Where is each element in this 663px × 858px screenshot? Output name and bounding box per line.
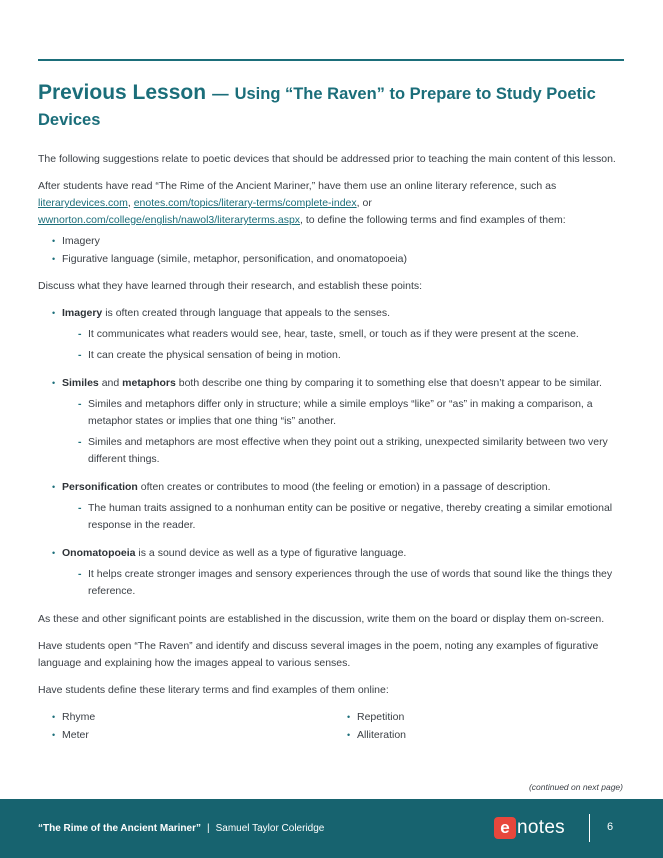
- sub-item: - Similes and metaphors differ only in structure; while a simile employs “like” or “as” in making a comparison, a metaphor states or implies that one thing “is” another.: [62, 396, 628, 430]
- continued-note: (continued on next page): [528, 782, 623, 792]
- list-item: • Rhyme: [38, 709, 333, 726]
- research-text-2: , to define the following terms and find examples of them:: [300, 214, 566, 226]
- terms-right-list: [333, 709, 628, 745]
- page-number: 6: [607, 821, 614, 833]
- enotes-logo: [494, 816, 565, 840]
- terms-left-list: [38, 709, 333, 745]
- sub-item: - Similes and metaphors are most effective when they point out a striking, unexpected similarity between two very different things.: [62, 434, 628, 468]
- point-text: is often created through language that appeals to the senses.: [102, 307, 391, 319]
- sub-list: [62, 500, 628, 534]
- board-paragraph: As these and other significant points are established in the discussion, write them on the board or display them on-screen.: [38, 613, 605, 625]
- point-personification: [38, 479, 628, 534]
- research-term-list: [38, 233, 628, 268]
- point-onomatopoeia: [38, 545, 628, 600]
- raven-paragraph: Have students open “The Raven” and identify and discuss several images in the poem, noting any examples of figurative language and explaining how the images appeal to various senses.: [38, 640, 599, 669]
- link-enotes-terms[interactable]: enotes.com/topics/literary-terms/complete-index: [133, 197, 357, 209]
- research-sep-2: , or: [356, 197, 372, 209]
- term-personification: Personification: [62, 481, 138, 493]
- footer-title: “The Rime of the Ancient Mariner”: [38, 823, 201, 834]
- point-text: is a sound device as well as a type of figurative language.: [135, 547, 407, 559]
- footer-divider: [589, 814, 590, 842]
- sub-item: - The human traits assigned to a nonhuman entity can be positive or negative, thereby creating a similar emotional response in the reader.: [62, 500, 628, 534]
- point-joiner: and: [98, 377, 123, 389]
- link-wwnorton[interactable]: wwnorton.com/college/english/nawol3/literaryterms.aspx: [38, 214, 301, 226]
- enotes-wordmark: notes: [517, 817, 565, 838]
- footer-citation: [38, 823, 324, 834]
- intro-paragraph: The following suggestions relate to poetic devices that should be addressed prior to teaching the main content of this lesson.: [38, 153, 616, 165]
- list-item: • Alliteration: [333, 727, 628, 744]
- page-footer: [0, 799, 663, 858]
- enotes-e-icon: e: [494, 817, 516, 839]
- define-paragraph: Have students define these literary terms and find examples of them online:: [38, 684, 389, 696]
- sub-list: [62, 566, 628, 600]
- list-item: • Figurative language (simile, metaphor, personification, and onomatopoeia): [38, 251, 628, 268]
- point-imagery: [38, 305, 628, 364]
- sub-list: [62, 396, 628, 468]
- research-text-1: After students have read “The Rime of the Ancient Mariner,” have them use an online literary reference, such as: [38, 180, 557, 192]
- point-text: both describe one thing by comparing it to something else that doesn’t appear to be similar.: [175, 377, 602, 389]
- term-metaphors: metaphors: [122, 377, 176, 389]
- term-similes: Similes: [62, 377, 99, 389]
- point-text: often creates or contributes to mood (the feeling or emotion) in a passage of description.: [137, 481, 551, 493]
- points-list: [38, 305, 628, 600]
- list-item: • Imagery: [38, 233, 628, 250]
- section-heading: [38, 80, 628, 133]
- sub-item: - It communicates what readers would see, hear, taste, smell, or touch as if they were present at the scene.: [62, 326, 628, 343]
- footer-separator: |: [206, 823, 210, 834]
- research-paragraph: [38, 178, 628, 229]
- term-onomatopoeia: Onomatopoeia: [62, 547, 136, 559]
- list-item: • Meter: [38, 727, 333, 744]
- list-item: • Repetition: [333, 709, 628, 726]
- heading-dash: —: [212, 85, 229, 103]
- sub-list: [62, 326, 628, 364]
- page-content: [38, 80, 628, 755]
- sub-item: - It helps create stronger images and sensory experiences through the use of words that sound like the things they reference.: [62, 566, 628, 600]
- link-literarydevices[interactable]: literarydevices.com: [38, 197, 128, 209]
- footer-author: Samuel Taylor Coleridge: [215, 823, 325, 834]
- terms-columns: [38, 709, 628, 755]
- heading-title: Using “The Raven” to Prepare to Study Poetic Devices: [38, 85, 596, 129]
- sub-item: - It can create the physical sensation of being in motion.: [62, 347, 628, 364]
- term-imagery: Imagery: [62, 307, 103, 319]
- discuss-paragraph: Discuss what they have learned through their research, and establish these points:: [38, 280, 423, 292]
- point-similes-metaphors: [38, 375, 628, 468]
- header-rule: [38, 59, 624, 61]
- research-sep-1: ,: [127, 197, 134, 209]
- heading-label: Previous Lesson: [38, 81, 207, 104]
